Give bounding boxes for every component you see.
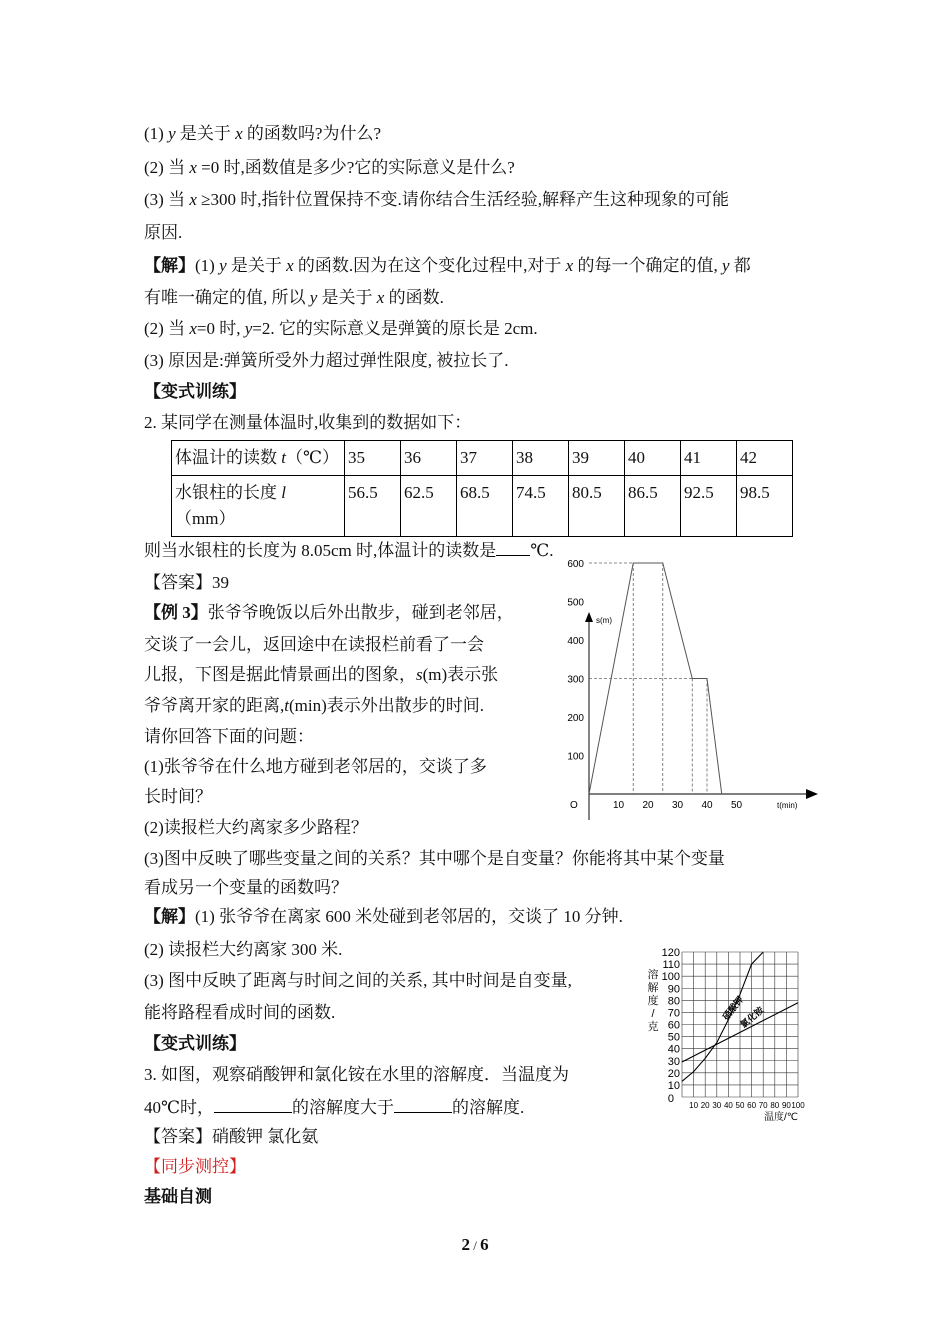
- ex3-line5: 请你回答下面的问题：: [144, 727, 314, 746]
- ex3-line4: 爷爷离开家的距离,t(min)表示外出散步的时间.: [144, 696, 485, 715]
- x-tick-label: 70: [758, 1101, 768, 1110]
- x-tick-label: 100: [791, 1101, 805, 1110]
- table-header-cell: 水银柱的长度 l （mm）: [172, 476, 345, 537]
- table-cell: 42: [737, 441, 793, 476]
- table-header-cell: 体温计的读数 t（℃）: [172, 441, 345, 476]
- x-tick-label: 10: [612, 800, 625, 811]
- x-tick-label: 90: [781, 1101, 791, 1110]
- x-tick-label: 10: [689, 1101, 699, 1110]
- y-tick-label: 60: [667, 1019, 680, 1032]
- answer-blank: [214, 1096, 292, 1113]
- origin-label: O: [570, 800, 578, 811]
- temperature-table: [171, 440, 793, 537]
- x-tick-label: 50: [730, 800, 743, 811]
- q3-line1: 3. 如图，观察硝酸钾和氯化铵在水里的溶解度．当温度为: [144, 1065, 569, 1084]
- y-axis-arrow: [585, 612, 593, 622]
- q3-line2: 40℃时， 的溶解度大于 的溶解度.: [144, 1098, 525, 1117]
- y-tick-label: 200: [567, 713, 584, 724]
- ex3-line7: 长时间？: [144, 787, 212, 806]
- ex3-line2: 交谈了一会儿，返回途中在读报栏前看了一会: [144, 635, 484, 654]
- y-tick-label: 80: [667, 995, 680, 1008]
- table-cell: 36: [401, 441, 457, 476]
- series-label-ammonium-chloride: 氯化铵: [738, 1004, 766, 1030]
- y-tick-label: 20: [667, 1067, 680, 1080]
- sol1-line3: (2) 当 x=0 时, y=2. 它的实际意义是弹簧的原长是 2cm.: [144, 319, 538, 338]
- table-cell: 41: [681, 441, 737, 476]
- table-cell: 68.5: [457, 476, 513, 537]
- table-cell: 86.5: [625, 476, 681, 537]
- ex3-line1: 【例 3】张爷爷晚饭以后外出散步，碰到老邻居，: [144, 603, 514, 622]
- table-cell: 56.5: [345, 476, 401, 537]
- x-axis-label: t(min): [777, 801, 798, 810]
- ex3-line3: 儿报，下图是据此情景画出的图象，s(m)表示张: [144, 665, 499, 684]
- q1-line4: 原因.: [144, 223, 183, 242]
- x-axis-label: 温度/℃: [763, 1112, 798, 1123]
- answer-blank: [394, 1096, 452, 1113]
- x-tick-label: 50: [735, 1101, 745, 1110]
- ex3-line6: (1)张爷爷在什么地方碰到老邻居的，交谈了多: [144, 757, 487, 776]
- series-label-potassium-nitrate: 硝酸钾: [720, 994, 746, 1022]
- variant-label-2: 【变式训练】: [144, 1034, 246, 1053]
- x-tick-label: 60: [747, 1101, 757, 1110]
- y-tick-label: 10: [667, 1079, 680, 1092]
- basic-label: 基础自测: [144, 1187, 212, 1206]
- y-tick-label: 50: [667, 1031, 680, 1044]
- q2-after: 则当水银柱的长度为 8.05cm 时,体温计的读数是 ℃.: [144, 541, 554, 560]
- q2-answer: 【答案】39: [144, 573, 229, 592]
- ex3-line9: (3)图中反映了哪些变量之间的关系？其中哪个是自变量？你能将其中某个变量: [144, 849, 725, 868]
- table-cell: 98.5: [737, 476, 793, 537]
- distance-time-chart: [560, 559, 822, 823]
- answer-blank: [496, 539, 530, 556]
- q1-line3: (3) 当 x ≥300 时,指针位置保持不变.请你结合生活经验,解释产生这种现象的可能: [144, 190, 729, 209]
- q1-line1: (1) y 是关于 x 的函数吗?为什么?: [144, 124, 382, 143]
- ex3-sol1: 【解】(1) 张爷爷在离家 600 米处碰到老邻居的，交谈了 10 分钟.: [144, 907, 623, 926]
- y-tick-label: 90: [667, 983, 680, 996]
- y-tick-label: 300: [567, 674, 584, 686]
- table-cell: 38: [513, 441, 569, 476]
- variant-label-1: 【变式训练】: [144, 382, 246, 401]
- x-tick-label: 30: [671, 800, 684, 811]
- y-tick-label: 100: [661, 971, 680, 984]
- q1-line2: (2) 当 x =0 时,函数值是多少?它的实际意义是什么?: [144, 158, 515, 177]
- ex3-sol2: (2) 读报栏大约离家 300 米.: [144, 940, 343, 959]
- x-tick-label: 20: [700, 1101, 710, 1110]
- ex3-line10: 看成另一个变量的函数吗？: [144, 878, 348, 897]
- table-cell: 74.5: [513, 476, 569, 537]
- y-axis-label: s(m): [596, 616, 612, 625]
- sol1-line1: 【解】(1) y 是关于 x 的函数.因为在这个变化过程中,对于 x 的每一个确定的值, y 都: [144, 256, 751, 275]
- x-tick-label: 30: [712, 1101, 722, 1110]
- q2-text: 2. 某同学在测量体温时,收集到的数据如下：: [144, 413, 472, 432]
- x-tick-label: 40: [723, 1101, 733, 1110]
- solubility-chart: [640, 944, 820, 1123]
- y-tick-label: 40: [667, 1043, 680, 1056]
- page-number: 2 / 6: [461, 1235, 489, 1254]
- table-cell: 35: [345, 441, 401, 476]
- x-tick-label: 80: [770, 1101, 780, 1110]
- ex3-line8: (2)读报栏大约离家多少路程？: [144, 818, 368, 837]
- x-axis-arrow: [806, 789, 818, 799]
- table-cell: 40: [625, 441, 681, 476]
- sol1-line4: (3) 原因是:弹簧所受外力超过弹性限度, 被拉长了.: [144, 351, 509, 370]
- y-tick-label: 30: [667, 1055, 680, 1068]
- origin-label: 0: [667, 1093, 674, 1105]
- x-tick-label: 40: [701, 800, 713, 811]
- ex3-sol4: 能将路程看成时间的函数.: [144, 1003, 336, 1022]
- table-row: [172, 441, 793, 476]
- table-cell: 80.5: [569, 476, 625, 537]
- y-tick-label: 600: [567, 559, 584, 570]
- table-row: [172, 476, 793, 537]
- x-tick-label: 20: [642, 800, 654, 811]
- y-axis-label: 溶解度/克: [647, 969, 659, 1033]
- table-cell: 39: [569, 441, 625, 476]
- sol1-line2: 有唯一确定的值, 所以 y 是关于 x 的函数.: [144, 288, 444, 307]
- y-tick-label: 110: [662, 959, 680, 972]
- y-tick-label: 70: [667, 1007, 680, 1020]
- sync-label: 【同步测控】: [144, 1157, 246, 1176]
- table-cell: 62.5: [401, 476, 457, 537]
- table-cell: 37: [457, 441, 513, 476]
- y-tick-label: 100: [567, 751, 584, 763]
- q3-answer: 【答案】硝酸钾 氯化氨: [144, 1127, 319, 1146]
- y-tick-label: 120: [661, 947, 680, 959]
- ex3-sol3: (3) 图中反映了距离与时间之间的关系, 其中时间是自变量,: [144, 971, 572, 990]
- y-tick-label: 400: [567, 636, 584, 647]
- y-tick-label: 500: [567, 597, 584, 609]
- table-cell: 92.5: [681, 476, 737, 537]
